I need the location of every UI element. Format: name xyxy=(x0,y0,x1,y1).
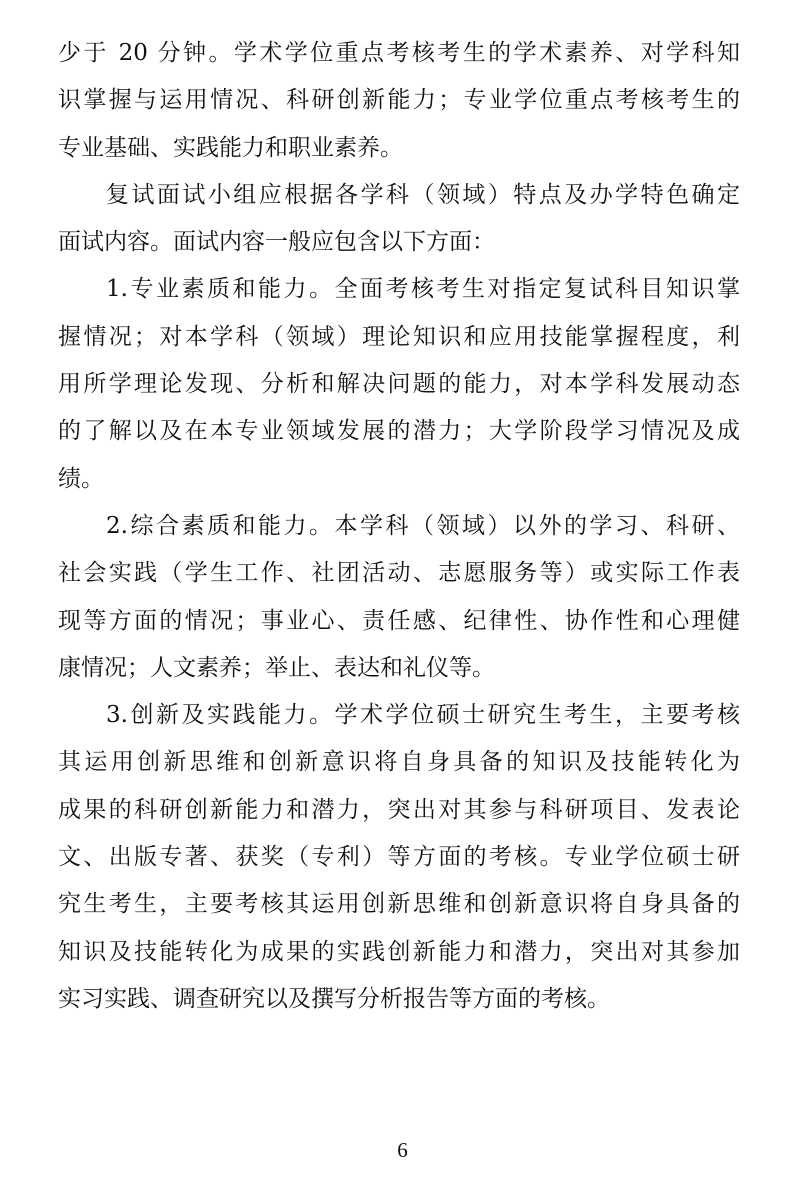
paragraph-continuation xyxy=(58,30,740,172)
text-line: 识掌握与运用情况、科研创新能力；专业学位重点考核考生的 xyxy=(58,87,740,114)
text-line: 复试面试小组应根据各学科（领域）特点及办学特色确定 xyxy=(106,181,740,208)
page-number: 6 xyxy=(397,1138,408,1162)
paragraph-interview-content xyxy=(58,172,740,267)
text-line: 知识及技能转化为成果的实践创新能力和潜力，突出对其参加 xyxy=(58,938,740,965)
text-line: 社会实践（学生工作、社团活动、志愿服务等）或实际工作表 xyxy=(58,560,740,587)
text-line: 其运用创新思维和创新意识将自身具备的知识及技能转化为 xyxy=(58,749,740,776)
text-line: 的了解以及在本专业领域发展的潜力；大学阶段学习情况及成 xyxy=(58,418,740,445)
text-line: 用所学理论发现、分析和解决问题的能力，对本学科发展动态 xyxy=(58,371,740,398)
text-line: 2.综合素质和能力。本学科（领域）以外的学习、科研、 xyxy=(106,512,740,539)
text-line: 少于 20 分钟。学术学位重点考核考生的学术素养、对学科知 xyxy=(58,40,740,66)
text-line: 实习实践、调查研究以及撰写分析报告等方面的考核。 xyxy=(58,985,610,1012)
document-body xyxy=(58,30,740,1023)
text-line: 文、出版专著、获奖（专利）等方面的考核。专业学位硕士研 xyxy=(58,844,740,871)
text-line: 1.专业素质和能力。全面考核考生对指定复试科目知识掌 xyxy=(106,276,740,303)
text-line: 究生考生，主要考核其运用创新思维和创新意识将自身具备的 xyxy=(58,891,740,918)
text-line: 握情况；对本学科（领域）理论知识和应用技能掌握程度，利 xyxy=(58,323,740,350)
text-line: 专业基础、实践能力和职业素养。 xyxy=(58,134,403,161)
text-line: 康情况；人文素养；举止、表达和礼仪等。 xyxy=(58,654,495,681)
text-line: 绩。 xyxy=(58,465,104,492)
text-line: 现等方面的情况；事业心、责任感、纪律性、协作性和心理健 xyxy=(58,607,740,634)
paragraph-innovation-practice xyxy=(58,692,740,1023)
text-line: 面试内容。面试内容一般应包含以下方面： xyxy=(58,229,495,256)
paragraph-comprehensive-quality xyxy=(58,503,740,692)
text-line: 成果的科研创新能力和潜力，突出对其参与科研项目、发表论 xyxy=(58,796,740,823)
text-line: 3.创新及实践能力。学术学位硕士研究生考生，主要考核 xyxy=(106,702,740,729)
paragraph-professional-quality xyxy=(58,266,740,502)
